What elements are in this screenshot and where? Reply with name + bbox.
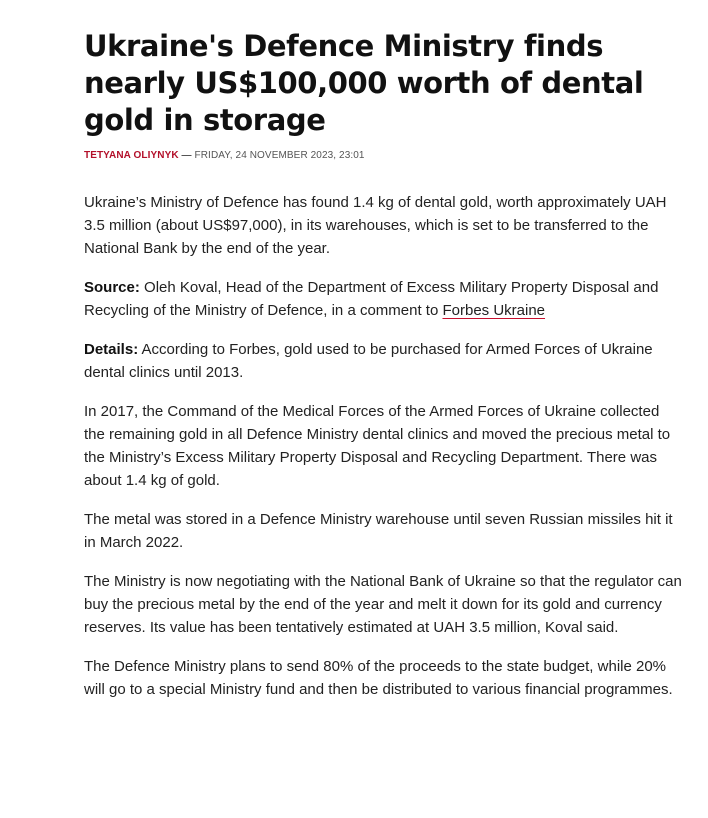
paragraph-negotiation: The Ministry is now negotiating with the National Bank of Ukraine so that the regulator can buy the precious metal by the end of the year and melt it down for its gold and currency reserves. Its value has been tentatively estimated at UAH 3.5 million, Koval said. [84, 573, 682, 636]
article [84, 28, 684, 717]
forbes-ukraine-link[interactable]: Forbes Ukraine [442, 302, 546, 319]
paragraph-intro: Ukraine’s Ministry of Defence has found 1.4 kg of dental gold, worth approximately UAH 3.5 million (about US$97,000), in its warehouses, which is set to be transferred to the National Bank by the end of the year. [84, 194, 667, 257]
byline [84, 149, 684, 163]
byline-separator: — [178, 150, 195, 161]
source-text: Oleh Koval, Head of the Department of Excess Military Property Disposal and Recycling of the Ministry of Defence, in a comment to [84, 279, 659, 319]
publish-date: FRIDAY, 24 NOVEMBER 2023, 23:01 [194, 150, 365, 161]
paragraph-source [84, 276, 684, 322]
details-text: According to Forbes, gold used to be purchased for Armed Forces of Ukraine dental clinics until 2013. [84, 341, 653, 381]
article-body [84, 191, 684, 701]
source-label: Source: [84, 279, 140, 296]
paragraph-warehouse: The metal was stored in a Defence Ministry warehouse until seven Russian missiles hit it in March 2022. [84, 511, 673, 551]
paragraph-proceeds: The Defence Ministry plans to send 80% of the proceeds to the state budget, while 20% will go to a special Ministry fund and then be distributed to various financial programmes. [84, 658, 673, 698]
paragraph-2017: In 2017, the Command of the Medical Forces of the Armed Forces of Ukraine collected the remaining gold in all Defence Ministry dental clinics and moved the precious metal to the Ministry’s Excess Military Property Disposal and Recycling Department. There was about 1.4 kg of gold. [84, 403, 671, 489]
details-label: Details: [84, 341, 139, 358]
paragraph-details [84, 338, 684, 384]
article-headline: Ukraine's Defence Ministry finds nearly US$100,000 worth of dental gold in storage [84, 29, 644, 137]
author-name[interactable]: TETYANA OLIYNYK [84, 150, 179, 161]
